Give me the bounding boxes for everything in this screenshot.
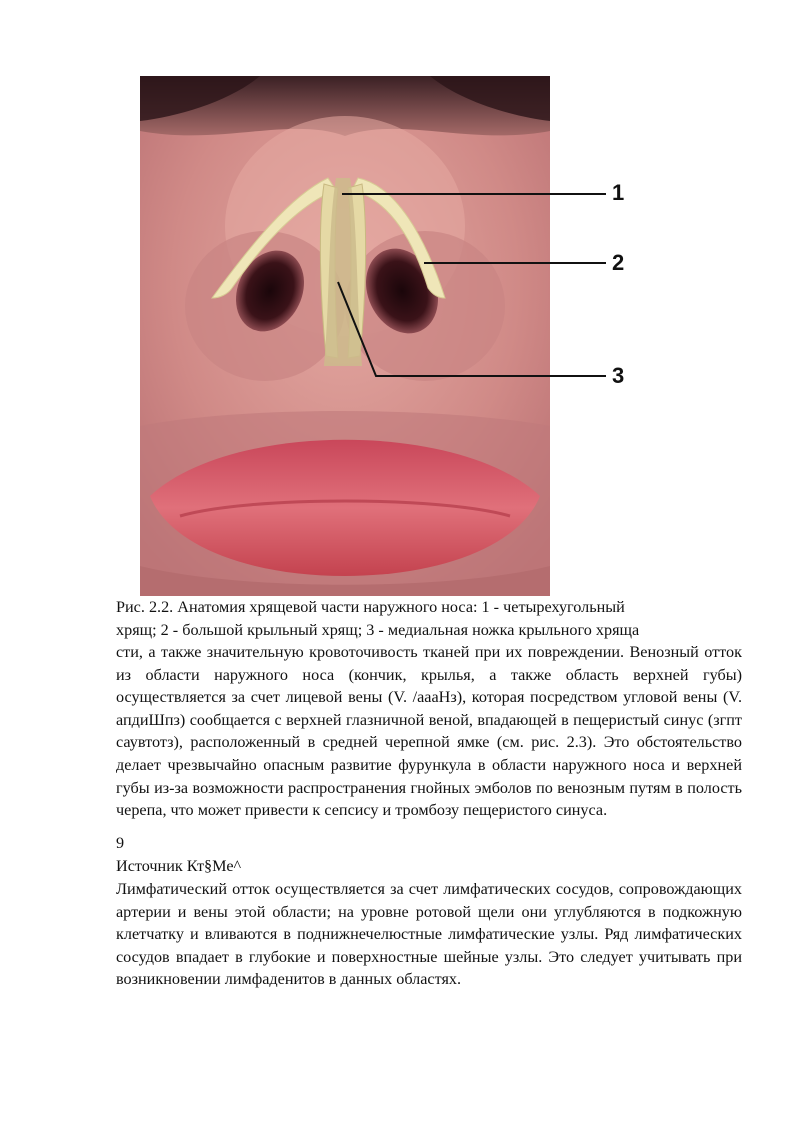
paragraph-venous-text: сти, а также значительную кровоточивость тканей при их повреждении. Венозный отток из области наружного носа (кончик, крылья, а также область верхней губы) осуществляется за счет лицевой вены (V. /аааНз), которая посредством угловой вены (V. апдиШпз) сообщается с верхней глазничной веной, впадающей в пещеристый синус (згпт саувтотз), расположенный в средней черепной ямке (см. рис. 2.3). Это обстоятельство делает чрезвычайно опасным развитие фурункула в области наружного носа и верхней губы из-за возможности распространения гнойных эмболов по венозным путям в полость черепа, что может привести к сепсису и тромбозу пещеристого синуса. xyxy=(116,643,742,820)
paragraph-lymphatic-text: Лимфатический отток осуществляется за счет лимфатических сосудов, сопровождающих артерии и вены этой области; на уровне ротовой щели они углубляются в подкожную клетчатку и вливаются в поднижнечелюстные лимфатические узлы. Ряд лимфатических сосудов впадает в глубокие и поверхностные шейные узлы. Это следует учитывать при возникновении лимфаденитов в данных областях. xyxy=(116,880,742,989)
body-paragraph-lymphatic xyxy=(116,878,742,991)
caption-line-2: хрящ; 2 - большой крыльный хрящ; 3 - медиальная ножка крыльного хряща xyxy=(116,620,640,639)
figure-label-1: 1 xyxy=(612,180,625,205)
figure-label-3: 3 xyxy=(612,363,625,388)
caption-line-1: Рис. 2.2. Анатомия хрящевой части наружного носа: 1 - четырехугольный xyxy=(116,598,625,616)
leader-extension-3 xyxy=(550,375,606,377)
source-line: Источник Кт§Ме^ xyxy=(116,857,242,875)
page-number: 9 xyxy=(116,834,125,852)
nose-cartilage-figure xyxy=(140,76,550,596)
body-paragraph-venous xyxy=(116,641,742,822)
nose-illustration xyxy=(140,76,550,596)
figure-caption xyxy=(116,596,742,641)
leader-extension-2 xyxy=(550,262,606,264)
figure-label-2: 2 xyxy=(612,250,625,275)
leader-extension-1 xyxy=(550,193,606,195)
